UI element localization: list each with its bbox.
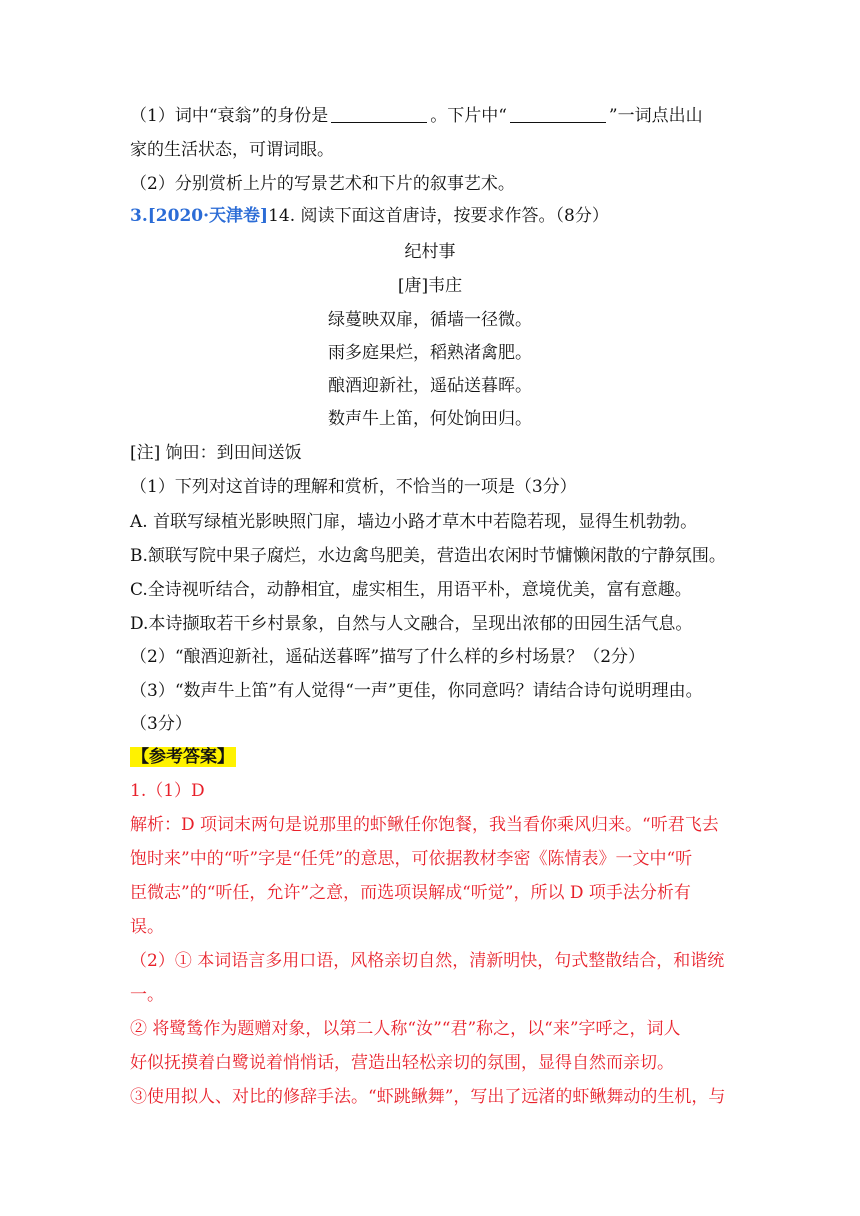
question-1-text-b: 。下片中“ [430,106,507,126]
question-1-line-2: 家的生活状态，可谓词眼。 [130,140,334,160]
sub-question-3-score: （3分） [130,714,192,734]
poem-line: 雨多庭果烂，稻熟渚禽肥。 [328,343,532,363]
sub-question-1: （1）下列对这首诗的理解和赏析，不恰当的一项是（3分） [130,477,577,497]
analysis-line: 臣微志”的“听任，允许”之意，而选项误解成“听觉”，所以 D 项手法分析有 [130,883,691,903]
analysis-line: 解析：D 项词末两句是说那里的虾鳅任你饱餐，我当看你乘风归来。“听君飞去 [130,815,719,835]
sub-question-3: （3）“数声牛上笛”有人觉得“一声”更佳，你同意吗？请结合诗句说明理由。 [130,681,703,701]
poem-line: 酿酒迎新社，遥砧送暮晖。 [328,376,532,396]
poem-title: 纪村事 [404,242,456,262]
answer-1-2-line: 好似抚摸着白鹭说着悄悄话，营造出轻松亲切的氛围，显得自然而亲切。 [130,1053,674,1073]
option-d: D.本诗撷取若干乡村景象，自然与人文融合，呈现出浓郁的田园生活气息。 [130,614,693,634]
answer-section-header [130,746,740,768]
answer-1-2-line: 一。 [130,985,164,1005]
poem-line: 绿蔓映双扉，循墙一径微。 [328,310,532,330]
answer-blank-1 [331,106,427,123]
answer-blank-2 [510,106,606,123]
question-1-line-1 [130,105,740,127]
question-1-text-a: （1）词中“衰翁”的身份是 [130,106,329,126]
answer-1-2-line: （2）① 本词语言多用口语，风格亲切自然，清新明快，句式整散结合，和谐统 [130,951,725,971]
question-stem: 14. 阅读下面这首唐诗，按要求作答。（8分） [268,206,609,226]
question-2-line: （2）分别赏析上片的写景艺术和下片的叙事艺术。 [130,174,515,194]
question-source: 3.[2020·天津卷] [130,206,269,226]
analysis-line: 误。 [130,917,164,937]
sub-question-2: （2）“酿酒迎新社，遥砧送暮晖”描写了什么样的乡村场景？（2分） [130,647,646,667]
option-b: B.颔联写院中果子腐烂，水边禽鸟肥美，营造出农闲时节慵懒闲散的宁静氛围。 [130,546,726,566]
answer-1-2-line: ③使用拟人、对比的修辞手法。“虾跳鳅舞”，写出了远渚的虾鳅舞动的生机，与 [130,1087,726,1107]
option-a: A. 首联写绿植光影映照门扉，墙边小路才草木中若隐若现，显得生机勃勃。 [130,512,698,532]
poem-author: [唐]韦庄 [397,276,463,296]
answer-1-1: 1.（1）D [130,781,205,801]
poem-line: 数声牛上笛，何处饷田归。 [328,409,532,429]
poem-note: [注] 饷田：到田间送饭 [130,443,302,463]
question-1-text-c: ”一词点出山 [608,106,703,126]
option-c: C.全诗视听结合，动静相宜，虚实相生，用语平朴，意境优美，富有意趣。 [130,580,692,600]
answer-tag: 【参考答案】 [132,747,234,767]
answer-1-2-line: ② 将鹭鸶作为题赠对象，以第二人称“汝”“君”称之，以“来”字呼之，词人 [130,1019,681,1039]
analysis-line: 饱时来”中的“听”字是“任凭”的意思，可依据教材李密《陈情表》一文中“听 [130,849,693,869]
question-3-header [130,205,740,227]
